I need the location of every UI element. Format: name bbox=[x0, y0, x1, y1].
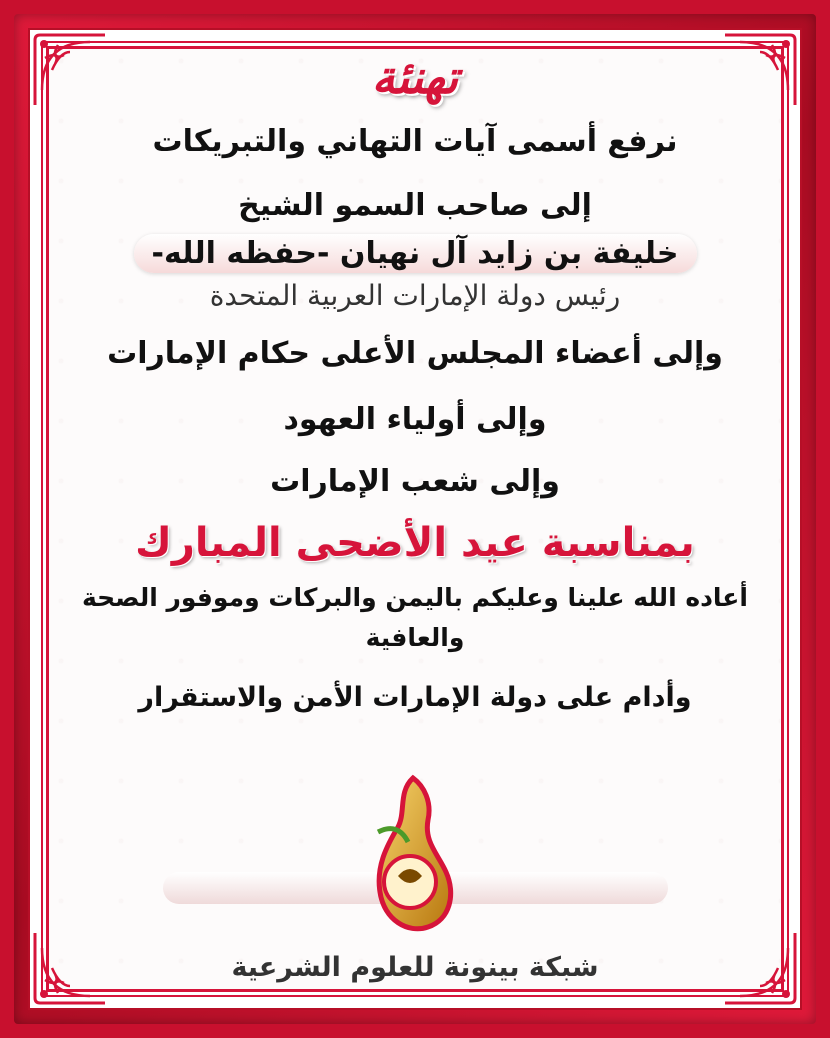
baynounah-logo-icon bbox=[358, 772, 468, 940]
card-title: تهنئة bbox=[371, 50, 459, 104]
footer-org-name: شبكة بينونة للعلوم الشرعية bbox=[231, 952, 599, 983]
greeting-line-7: وإلى شعب الإمارات bbox=[270, 464, 560, 499]
wish-line-1: أعاده الله علينا وعليكم باليمن والبركات وموفور الصحة والعافية bbox=[82, 583, 748, 652]
greeting-content bbox=[60, 40, 770, 718]
greeting-line-6: وإلى أولياء العهود bbox=[283, 402, 547, 437]
wish-line-2: وأدام على دولة الإمارات الأمن والاستقرار bbox=[138, 682, 692, 713]
greeting-line-1: نرفع أسمى آيات التهاني والتبريكات bbox=[152, 124, 678, 159]
honoree-role: رئيس دولة الإمارات العربية المتحدة bbox=[209, 279, 621, 312]
greeting-line-2: إلى صاحب السمو الشيخ bbox=[238, 188, 592, 223]
greeting-line-5: وإلى أعضاء المجلس الأعلى حكام الإمارات bbox=[107, 336, 723, 371]
honoree-name: خليفة بن زايد آل نهيان -حفظه الله- bbox=[134, 234, 697, 273]
occasion-title: بمناسبة عيد الأضحى المبارك bbox=[135, 520, 695, 566]
